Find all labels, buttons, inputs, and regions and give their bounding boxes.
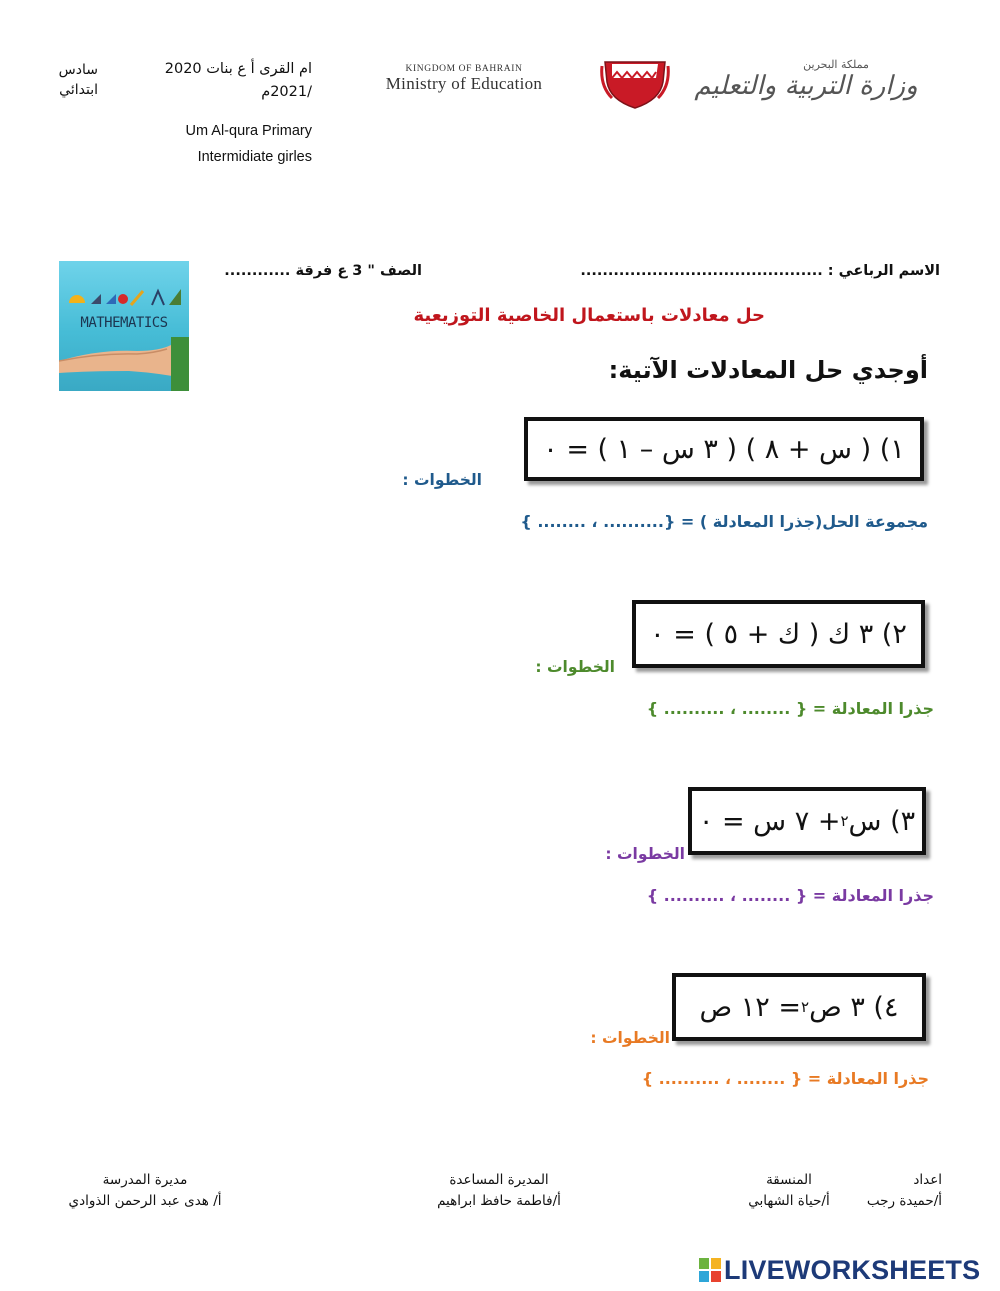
grade-line-1: سادس bbox=[58, 62, 98, 78]
roots-answer-3[interactable]: جذرا المعادلة = { ........ ، .......... } bbox=[646, 886, 934, 905]
grade-line-2: ابتدائي bbox=[59, 82, 98, 98]
principal-name: أ/ هدى عبد الرحمن الذوادي bbox=[68, 1193, 222, 1209]
ministry-ar-top: مملكة البحرين bbox=[803, 58, 869, 71]
equation-box-3 bbox=[688, 787, 926, 855]
school-name-ar bbox=[150, 58, 312, 104]
footer-principal bbox=[55, 1170, 235, 1212]
equation-box-4 bbox=[672, 973, 926, 1041]
principal-label: مديرة المدرسة bbox=[102, 1172, 188, 1188]
school-ar-line-1: ام القرى أ ع بنات 2020 bbox=[164, 61, 312, 77]
steps-label-4: الخطوات : bbox=[590, 1029, 670, 1047]
ministry-en bbox=[345, 64, 583, 94]
liveworksheets-logo[interactable] bbox=[698, 1254, 998, 1286]
school-en-line-2: Intermidiate girles bbox=[197, 149, 312, 165]
roots-answer-4[interactable]: جذرا المعادلة = { ........ ، .......... } bbox=[641, 1069, 929, 1088]
student-class-label: الصف " 3 ع فرقة bbox=[295, 263, 422, 279]
roots-answer-2[interactable]: جذرا المعادلة = { ........ ، .......... } bbox=[646, 699, 934, 718]
prepared-name: أ/حميدة رجب bbox=[866, 1193, 942, 1209]
bahrain-emblem-icon bbox=[600, 58, 670, 110]
mathematics-label: MATHEMATICS bbox=[80, 315, 168, 331]
equation-3-part-b: + ٧ س = ٠ bbox=[698, 805, 841, 837]
equation-4-exponent: ٢ bbox=[801, 998, 810, 1016]
footer-coordinator bbox=[720, 1170, 858, 1212]
assistant-name: أ/فاطمة حافظ ابراهيم bbox=[437, 1193, 561, 1209]
equation-box-2: ٢) ٣ ك ( ك + ٥ ) = ٠ bbox=[632, 600, 925, 668]
liveworksheets-logo-icon bbox=[698, 1257, 722, 1283]
coordinator-name: أ/حياة الشهابي bbox=[748, 1193, 830, 1209]
prepared-label: اعداد bbox=[913, 1172, 942, 1188]
coordinator-label: المنسقة bbox=[766, 1172, 812, 1188]
school-en-line-1: Um Al-qura Primary bbox=[185, 123, 312, 139]
steps-label-2: الخطوات : bbox=[535, 658, 615, 676]
ministry-en-line-1: KINGDOM OF BAHRAIN bbox=[405, 64, 523, 74]
footer-assistant bbox=[420, 1170, 578, 1212]
student-name-label: الاسم الرباعي : bbox=[827, 263, 940, 279]
assistant-label: المديرة المساعدة bbox=[449, 1172, 549, 1188]
school-name-en bbox=[150, 118, 312, 170]
liveworksheets-wordmark: LIVEWORKSHEETS bbox=[724, 1254, 981, 1285]
student-class-blank[interactable]: ............ bbox=[224, 263, 291, 279]
roots-answer-1[interactable]: مجموعة الحل(جذرا المعادلة ) = {.......... ، ........ } bbox=[520, 512, 928, 531]
mathematics-image bbox=[59, 261, 189, 391]
footer-prepared bbox=[866, 1170, 942, 1212]
ministry-ar bbox=[686, 58, 926, 101]
grade-label bbox=[58, 60, 98, 100]
student-name-field bbox=[535, 263, 940, 279]
ministry-ar-name: وزارة التربية والتعليم bbox=[694, 71, 918, 101]
equation-3-part-a: ٣) س bbox=[848, 805, 916, 837]
lesson-title: حل معادلات باستعمال الخاصية التوزيعية bbox=[413, 305, 765, 326]
equation-4-part-a: ٤) ٣ ص bbox=[809, 991, 899, 1023]
instruction-heading: أوجدي حل المعادلات الآتية: bbox=[608, 356, 928, 384]
steps-label-1: الخطوات : bbox=[402, 471, 482, 489]
steps-label-3: الخطوات : bbox=[605, 845, 685, 863]
equation-3-exponent: ٢ bbox=[840, 812, 849, 830]
ministry-en-line-2: Ministry of Education bbox=[385, 74, 543, 93]
school-ar-line-2: /2021م bbox=[261, 84, 312, 100]
student-class-field bbox=[190, 263, 422, 279]
student-name-blank[interactable]: ............................................ bbox=[580, 263, 823, 279]
equation-4-part-b: = ١٢ ص bbox=[699, 991, 802, 1023]
equation-box-1: ١) ( س + ٨ ) ( ٣ س – ١ ) = ٠ bbox=[524, 417, 924, 481]
